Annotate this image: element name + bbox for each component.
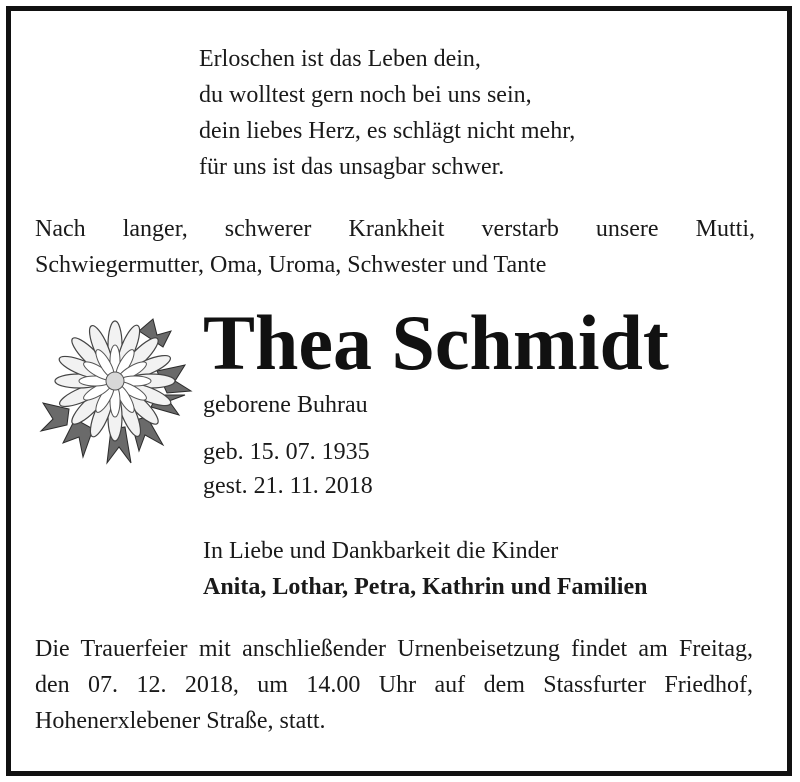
birth-date: geb. 15. 07. 1935 (203, 439, 370, 465)
deceased-name: Thea Schmidt (203, 299, 669, 386)
poem-line: dein liebes Herz, es schlägt nicht mehr, (199, 118, 576, 144)
life-dates (203, 435, 373, 503)
obituary-notice (6, 6, 792, 776)
announcement-line: Nach langer, schwerer Krankheit verstarb unsere Mutti, (35, 216, 755, 242)
chrysanthemum-icon (35, 311, 195, 471)
poem-line: Erloschen ist das Leben dein, (199, 46, 481, 72)
death-announcement (35, 211, 755, 283)
funeral-details: Die Trauerfeier mit anschließender Urnenbeisetzung findet am Freitag, den 07. 12. 2018, um 14.00 Uhr auf dem Stassfurter Friedhof, Hohenerxlebener Straße, statt. (35, 636, 753, 734)
poem-line: für uns ist das unsagbar schwer. (199, 154, 505, 180)
memorial-poem (199, 41, 575, 185)
mourners-block (203, 533, 647, 605)
mourners-intro: In Liebe und Dankbarkeit die Kinder (203, 538, 559, 564)
poem-line: du wolltest gern noch bei uns sein, (199, 82, 532, 108)
announcement-line: Schwiegermutter, Oma, Uroma, Schwester und Tante (35, 252, 547, 278)
mourners-names: Anita, Lothar, Petra, Kathrin und Familien (203, 574, 648, 600)
death-date: gest. 21. 11. 2018 (203, 473, 373, 499)
maiden-name: geborene Buhrau (203, 392, 368, 418)
